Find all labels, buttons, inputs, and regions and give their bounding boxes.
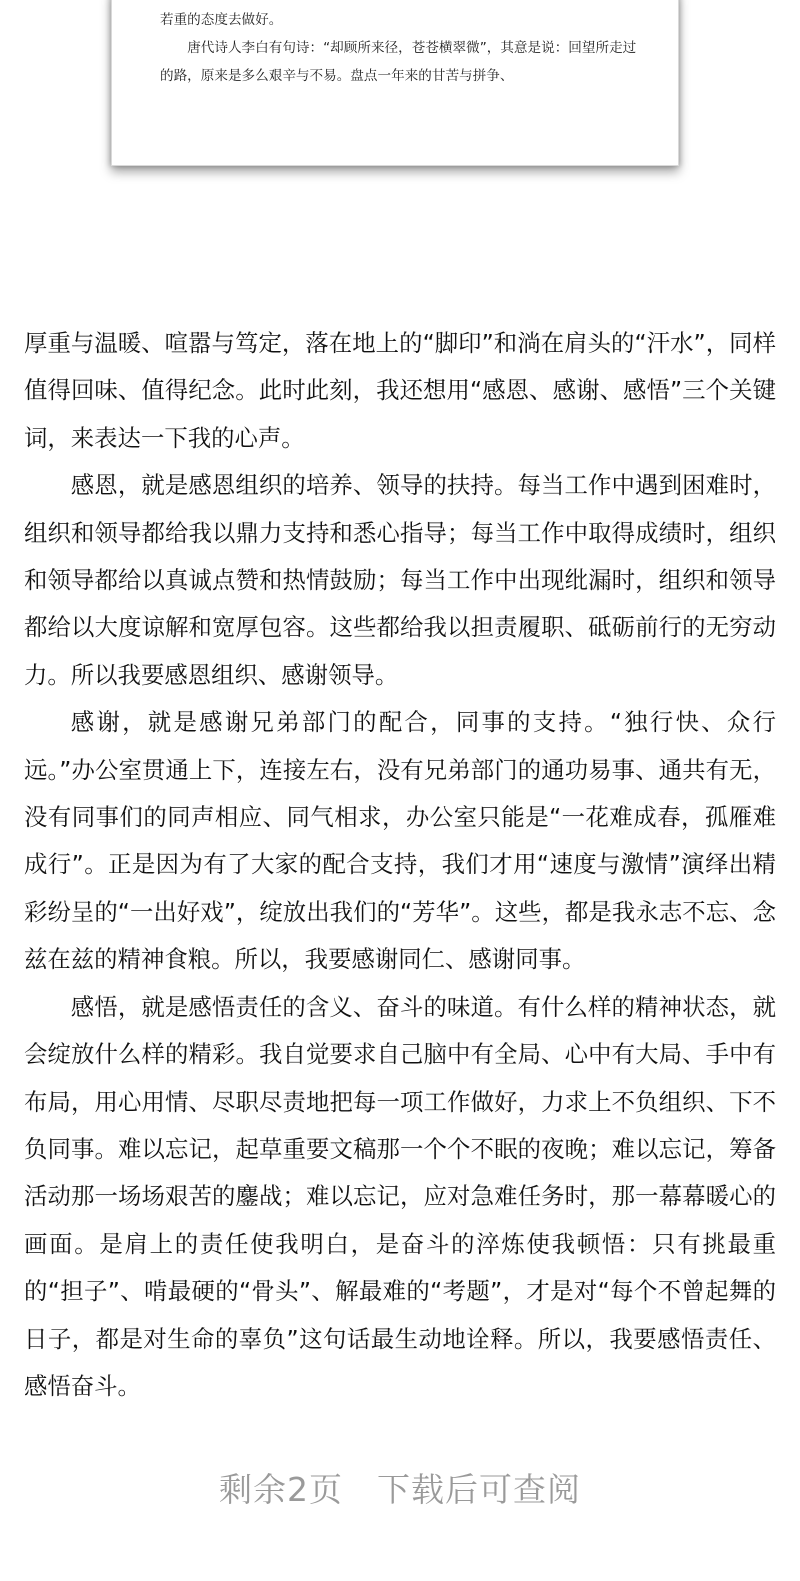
paragraph-insight: 感悟，就是感悟责任的含义、奋斗的味道。有什么样的精神状态，就会绽放什么样的精彩。我自觉要求自己脑中有全局、心中有大局、手中有布局，用心用情、尽职尽责地把每一项工作做好，力求上不负组织、下不负同事。难以忘记，起草重要文稿那一个个不眠的夜晚；难以忘记，筹备活动那一场场艰苦的鏖战；难以忘记，应对急难任务时，那一幕幕暖心的画面。是肩上的责任使我明白，是奋斗的淬炼使我顿悟：只有挑最重的“担子”、啃最硬的“骨头”、解最难的“考题”，才是对“每个不曾起舞的日子，都是对生命的辜负”这句话最生动地诠释。所以，我要感悟责任、感悟奋斗。 xyxy=(24,992,776,1400)
document-body xyxy=(24,320,776,1410)
paragraph-continuation: 厚重与温暖、喧嚣与笃定，落在地上的“脚印”和淌在肩头的“汗水”，同样值得回味、值得纪念。此时此刻，我还想用“感恩、感谢、感悟”三个关键词，来表达一下我的心声。 xyxy=(24,329,776,452)
paragraph-thanks: 感谢，就是感谢兄弟部门的配合，同事的支持。“独行快、众行远。”办公室贯通上下，连接左右，没有兄弟部门的通功易事、通共有无，没有同事们的同声相应、同气相求，办公室只能是“一花难成春，孤雁难成行”。正是因为有了大家的配合支持，我们才用“速度与激情”演绎出精彩纷呈的“一出好戏”，绽放出我们的“芳华”。这些，都是我永志不忘、念兹在兹的精神食粮。所以，我要感谢同仁、感谢同事。 xyxy=(24,708,776,974)
page-preview-card xyxy=(111,0,679,166)
remaining-pages-label: 剩余2页 xyxy=(219,1470,343,1509)
paragraph-gratitude: 感恩，就是感恩组织的培养、领导的扶持。每当工作中遇到困难时，组织和领导都给我以鼎力支持和悉心指导；每当工作中取得成绩时，组织和领导都给以真诚点赞和热情鼓励；每当工作中出现纰漏时，组织和领导都给以大度谅解和宽厚包容。这些都给我以担责履职、砥砺前行的无穷动力。所以我要感恩组织、感谢领导。 xyxy=(24,471,776,689)
preview-paragraph: 唐代诗人李白有句诗：“却顾所来径，苍苍横翠微”，其意是说：回望所走过的路，原来是多么艰辛与不易。盘点一年来的甘苦与拼争、 xyxy=(160,40,637,84)
download-notice[interactable] xyxy=(0,1465,800,1515)
preview-text xyxy=(160,6,640,90)
preview-line: 若重的态度去做好。 xyxy=(160,12,283,28)
download-to-view-label: 下载后可查阅 xyxy=(377,1470,581,1509)
